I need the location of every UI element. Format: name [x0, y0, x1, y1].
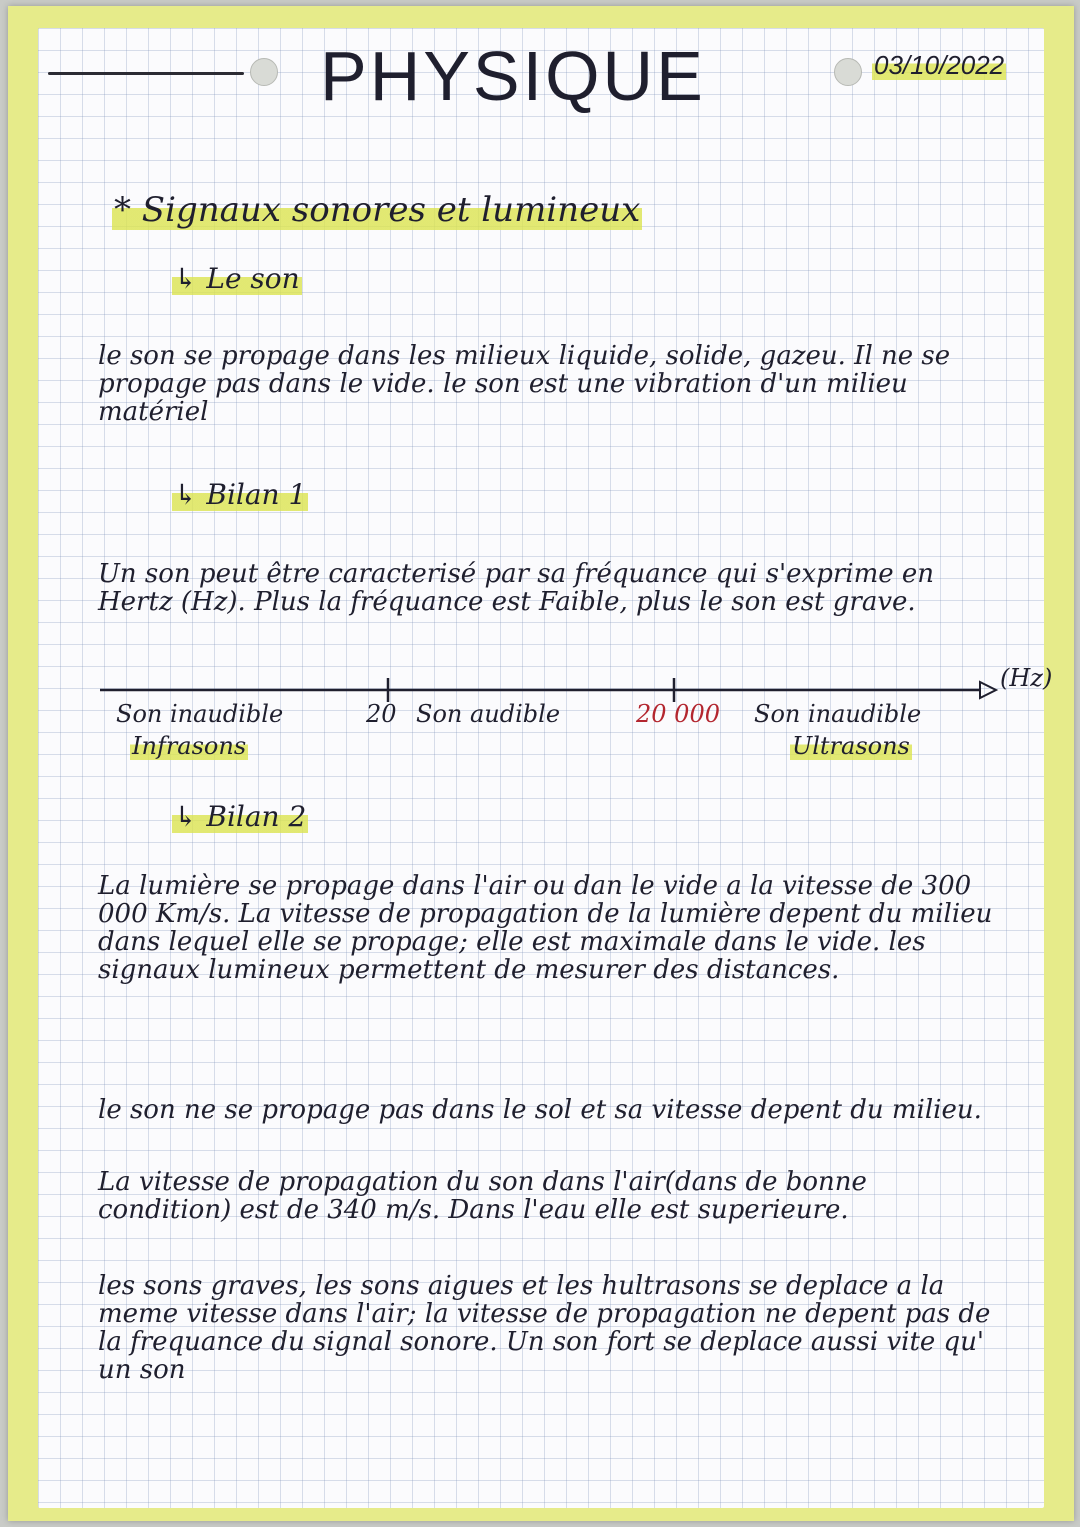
subheading-le-son — [172, 262, 302, 295]
subheading-bilan-2 — [172, 800, 308, 833]
scale-ultrasons — [790, 732, 912, 760]
le-son-paragraph: le son se propage dans les milieux liquide, solide, gazeu. Il ne se propage pas dans le vide. le son est une vibration d'un milieu matériel — [98, 341, 951, 427]
page-title: PHYSIQUE — [320, 37, 706, 115]
bilan-2-paragraph-1: La lumière se propage dans l'air ou dan le vide a la vitesse de 300 000 Km/s. La vitesse de propagation de la lumière depent du milieu dans lequel elle se propage; elle est maximale dans le vide. les signaux lumineux permettent de mesurer des distances. — [98, 871, 993, 985]
date-text: 03/10/2022 — [874, 50, 1005, 80]
scale-tick-20: 20 — [366, 700, 397, 728]
section-heading — [112, 190, 642, 230]
le-son-label: ↳ Le son — [174, 262, 300, 295]
scale-unit: (Hz) — [1000, 664, 1053, 692]
bilan-2-paragraph-4: les sons graves, les sons aigues et les hultrasons se deplace a la meme vitesse dans l'air; la vitesse de propagation ne depent pas de la frequance du signal sonore. Un son fort se deplace aussi vite qu' un son — [98, 1271, 991, 1385]
scale-tick-20000: 20 000 — [636, 700, 720, 728]
bilan-2-paragraph-2: le son ne se propage pas dans le sol et sa vitesse depent du milieu. — [98, 1095, 982, 1125]
scale-infrasons — [130, 732, 248, 760]
frequency-scale — [100, 660, 1053, 770]
bilan-2-label: ↳ Bilan 2 — [174, 800, 307, 833]
bilan-1-paragraph: Un son peut être caracterisé par sa fréquance qui s'exprime en Hertz (Hz). Plus la fréquance est Faible, plus le son est grave. — [98, 559, 935, 617]
scale-left-label: Son inaudible — [116, 700, 284, 728]
bilan-1-label: ↳ Bilan 1 — [174, 478, 307, 511]
subheading-bilan-1 — [172, 478, 308, 511]
scale-middle-label: Son audible — [416, 700, 561, 728]
infrasons-text: Infrasons — [132, 732, 247, 760]
bilan-2-paragraph-3: La vitesse de propagation du son dans l'air(dans de bonne condition) est de 340 m/s. Dans l'eau elle est superieure. — [98, 1167, 867, 1225]
binder-hole-left — [250, 58, 278, 86]
section-heading-text: * Signaux sonores et lumineux — [114, 190, 641, 230]
header-rule-left — [48, 72, 244, 75]
page-date — [872, 50, 1006, 81]
ultrasons-text: Ultrasons — [792, 732, 910, 760]
scale-right-label: Son inaudible — [754, 700, 922, 728]
binder-hole-right — [834, 58, 862, 86]
